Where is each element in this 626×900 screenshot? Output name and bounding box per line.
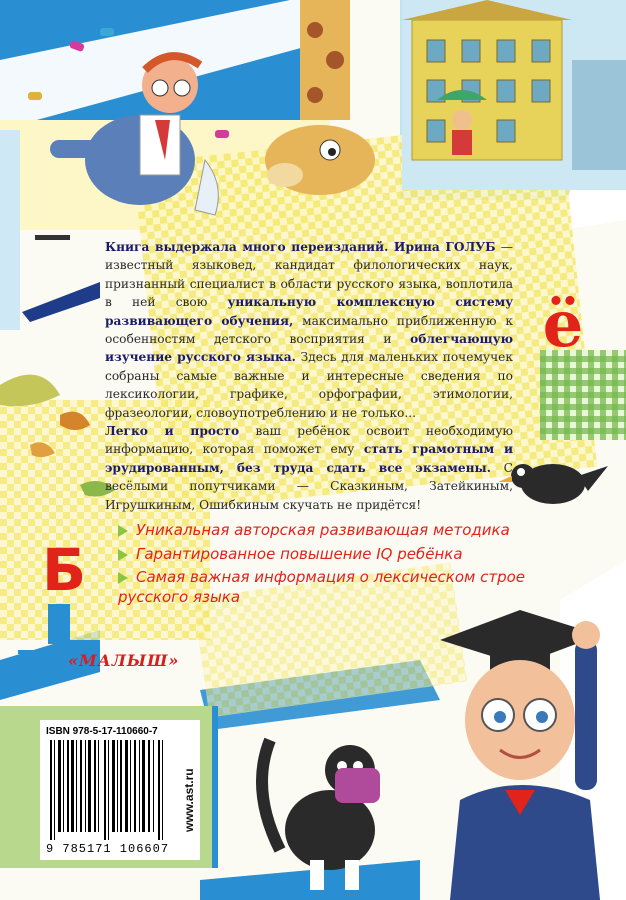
triangle-bullet-icon	[118, 525, 128, 537]
giraffe-illustration	[260, 0, 410, 210]
description-text: максимально приближенную к особенностям детского восприятия и	[105, 313, 513, 347]
left-edge-strip	[0, 130, 20, 330]
description-bold: Легко и просто	[105, 424, 240, 439]
publisher-imprint: «МАЛЫШ»	[68, 651, 180, 670]
green-checker-square	[540, 350, 626, 440]
description-bold: Книга выдержала много переизданий. Ирина ГОЛУБ	[105, 240, 496, 254]
bullet-text: Уникальная авторская развивающая методика	[136, 521, 510, 539]
isbn-label: ISBN 978-5-17-110660-7	[46, 726, 158, 737]
letter-b-decoration: Б	[42, 536, 87, 604]
equals-dash	[18, 658, 36, 662]
letter-yo-decoration: ё	[542, 287, 584, 362]
barcode-number: 9 785171 106607	[46, 842, 170, 856]
cat-illustration	[250, 700, 400, 900]
publisher-website: www.ast.ru	[182, 768, 196, 832]
description-text: ваш ребёнок освоит необходимую информацию, которая поможет ему	[105, 424, 513, 457]
crow-illustration	[498, 446, 608, 516]
triangle-bullet-icon	[118, 572, 128, 584]
description-bold: уникальную комплексную систему развивающего обучения,	[105, 295, 513, 328]
description-text: Здесь для маленьких почемучек собраны самые важные и интересные сведения по лексикологии, графике, орфографии, этимологии, фразеологии, словоупотреблению и не только...	[105, 350, 513, 420]
description-text: — известный языковед, кандидат филологических наук, признанный специалист в области русского языка, воплотила в ней свою	[105, 240, 513, 310]
description-text: С весёлыми попутчиками — Сказкиным, Затейкиным, Игрушкиным, Ошибкиным скучать не придётся!	[105, 460, 513, 512]
candy-icon	[215, 130, 229, 138]
description-bold: облегчающую изучение русского языка.	[105, 332, 513, 365]
barcode-graphic	[50, 740, 168, 840]
barcode-panel-edge	[212, 706, 218, 868]
bullet-text: Гарантированное повышение IQ ребёнка	[136, 545, 463, 563]
bullet-item	[118, 520, 510, 540]
letter-b-legs	[48, 604, 70, 644]
triangle-bullet-icon	[118, 549, 128, 561]
bullet-text: Самая важная информация о лексическом строе русского языка	[118, 568, 526, 606]
equals-dash	[18, 650, 36, 654]
flying-man-illustration	[20, 10, 260, 240]
book-description	[105, 238, 513, 514]
candy-icon	[28, 92, 42, 100]
description-bold: стать грамотным и эрудированным, без труда сдать все экзамены.	[105, 442, 513, 475]
bullet-item	[118, 544, 463, 564]
house-illustration	[402, 0, 626, 190]
student-boy-illustration	[400, 600, 626, 900]
candy-icon	[100, 28, 114, 36]
